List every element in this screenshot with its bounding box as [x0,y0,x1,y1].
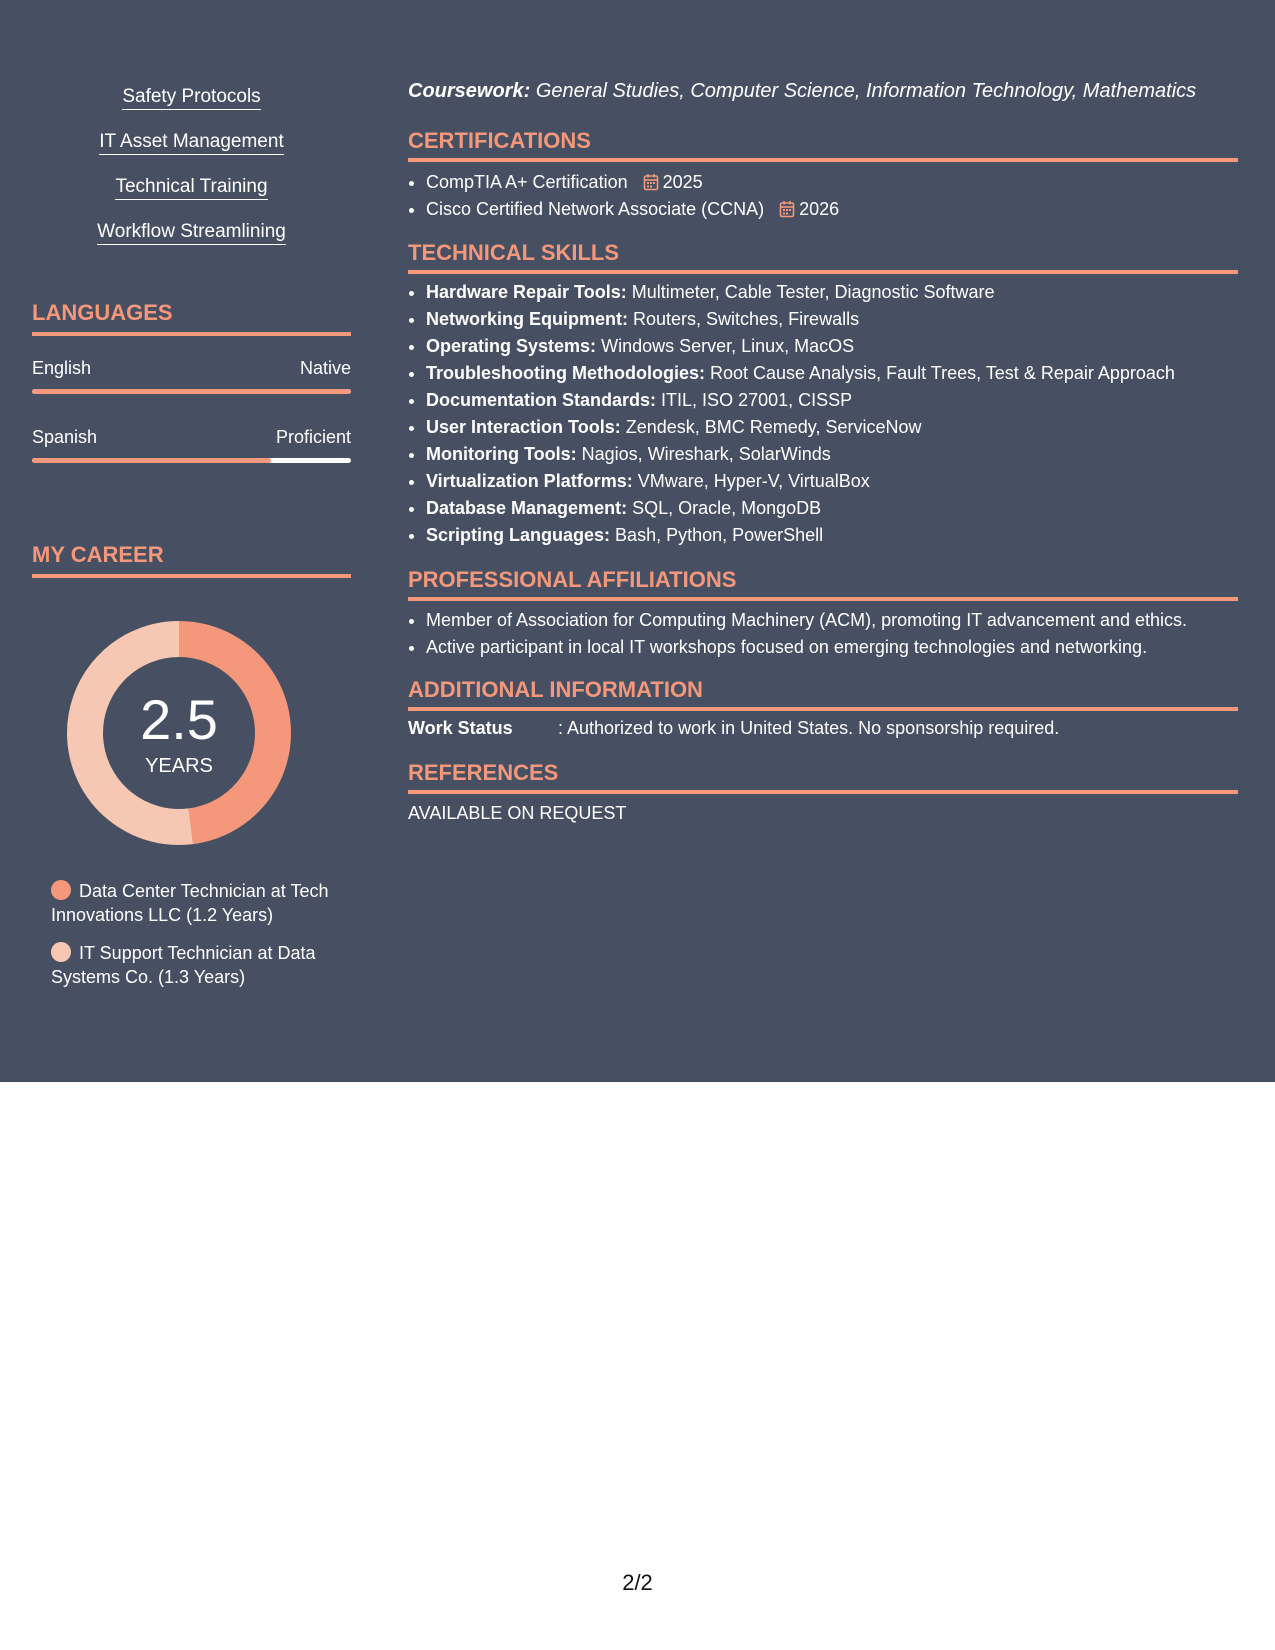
skill-label: Monitoring Tools: [426,444,577,464]
language-proficiency-bar [32,458,351,463]
career-total-value: 2.5 [140,688,218,751]
career-entry-text: IT Support Technician at Data Systems Co. (1.3 Years) [51,943,316,987]
skill-label: Virtualization Platforms: [426,471,633,491]
additional-info-heading: ADDITIONAL INFORMATION [408,677,1238,711]
technical-skill-item [426,333,1258,360]
skill-label: Scripting Languages: [426,525,611,545]
skill-link[interactable]: Technical Training [115,176,267,200]
affiliation-item: • Member of Association for Computing Machinery (ACM), promoting IT advancement and ethics. [426,607,1258,634]
career-legend-item [51,941,371,989]
language-proficiency-fill [32,458,271,463]
certification-item [426,196,1258,223]
language-level: Native [299,358,351,378]
references-heading: REFERENCES [408,760,1238,794]
skill-value: Multimeter, Cable Tester, Diagnostic Software [631,282,995,302]
affiliations-list [408,607,1258,661]
skill-label: Database Management: [426,498,628,518]
technical-skills-heading: TECHNICAL SKILLS [408,240,1238,274]
calendar-icon [643,173,659,191]
skill-label: Troubleshooting Methodologies: [426,363,705,383]
certification-name: CompTIA A+ Certification [426,172,628,192]
skill-value: Windows Server, Linux, MacOS [601,336,855,356]
language-proficiency-bar [32,389,351,394]
career-total [66,620,292,846]
legend-dot-icon [51,942,71,962]
technical-skill-item [426,279,1258,306]
sidebar [0,0,383,1082]
language-level: Proficient [275,427,351,447]
technical-skill-item [426,414,1258,441]
skill-link[interactable]: Workflow Streamlining [97,221,286,245]
career-heading: MY CAREER [32,542,351,578]
skill-label: Hardware Repair Tools: [426,282,627,302]
technical-skill-item [426,441,1258,468]
skill-link[interactable]: IT Asset Management [99,131,283,155]
skill-list [0,86,383,266]
work-status [408,718,1240,739]
skill-label: Operating Systems: [426,336,597,356]
languages-heading: LANGUAGES [32,300,351,336]
skill-value: VMware, Hyper-V, VirtualBox [637,471,870,491]
coursework-text: General Studies, Computer Science, Information Technology, Mathematics [535,80,1197,102]
language-spanish [32,427,351,463]
technical-skill-item [426,495,1258,522]
career-entry-text: Data Center Technician at Tech Innovations LLC (1.2 Years) [51,881,329,925]
legend-dot-icon [51,880,71,900]
work-status-value: : Authorized to work in United States. No sponsorship required. [558,718,1060,738]
technical-skill-item [426,387,1258,414]
certification-year: 2026 [799,199,840,219]
technical-skills-list [408,279,1258,549]
language-proficiency-fill [32,389,351,394]
skill-value: Zendesk, BMC Remedy, ServiceNow [625,417,922,437]
career-legend-item [51,879,371,927]
technical-skill-item [426,468,1258,495]
language-name: English [32,358,92,378]
certifications-list [408,169,1258,223]
skill-value: Bash, Python, PowerShell [615,525,824,545]
technical-skill-item [426,360,1258,387]
skill-value: SQL, Oracle, MongoDB [632,498,822,518]
certification-item [426,169,1258,196]
affiliation-item: • Active participant in local IT workshops focused on emerging technologies and networking. [426,634,1258,661]
page-number: 2/2 [622,1570,653,1595]
technical-skill-item [426,306,1258,333]
skill-value: ITIL, ISO 27001, CISSP [661,390,853,410]
certification-name: Cisco Certified Network Associate (CCNA) [426,199,765,219]
skill-label: User Interaction Tools: [426,417,621,437]
skill-link[interactable]: Safety Protocols [122,86,260,110]
affiliations-heading: PROFESSIONAL AFFILIATIONS [408,567,1238,601]
certifications-heading: CERTIFICATIONS [408,128,1238,162]
work-status-label: Work Status [408,718,513,738]
language-english [32,358,351,394]
career-legend [51,879,371,1003]
certification-year: 2025 [662,172,703,192]
coursework [408,80,1240,103]
skill-label: Networking Equipment: [426,309,628,329]
skill-value: Nagios, Wireshark, SolarWinds [581,444,831,464]
skill-value: Root Cause Analysis, Fault Trees, Test & Repair Approach [710,363,1175,383]
technical-skill-item [426,522,1258,549]
skill-label: Documentation Standards: [426,390,657,410]
references-text: AVAILABLE ON REQUEST [408,803,627,823]
coursework-label: Coursework: [408,80,531,102]
calendar-icon [779,200,795,218]
skill-value: Routers, Switches, Firewalls [633,309,860,329]
language-name: Spanish [32,427,98,447]
career-total-unit: YEARS [145,755,213,777]
